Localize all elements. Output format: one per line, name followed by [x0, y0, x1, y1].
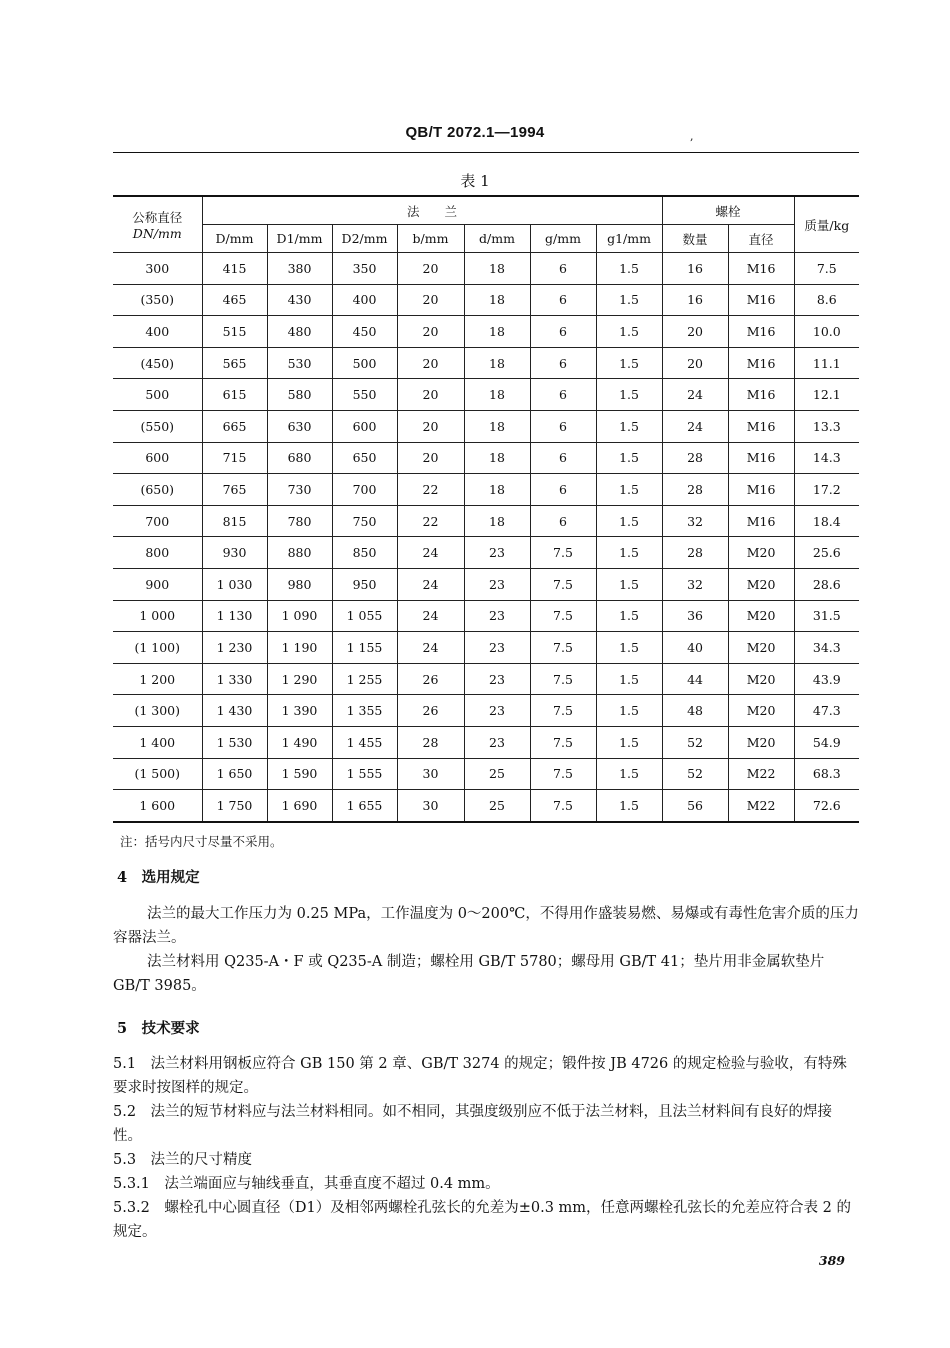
table-cell: 18 [464, 253, 530, 285]
table-cell: 25 [464, 758, 530, 790]
clause-5-3-2: 5.3.2 螺栓孔中心圆直径（D1）及相邻两螺栓孔弦长的允差为±0.3 mm，任意两螺栓孔弦长的允差应符合表 2 的规定。 [113, 1200, 852, 1240]
table-row [113, 253, 859, 285]
table-cell: 600 [113, 442, 202, 474]
table-cell: 700 [113, 505, 202, 537]
section-4-paragraph-1: 法兰的最大工作压力为 0.25 MPa，工作温度为 0～200℃，不得用作盛装易燃、易爆或有毒性危害介质的压力容器法兰。 [113, 906, 859, 946]
table-cell: 22 [397, 474, 464, 506]
table-cell: 28 [662, 537, 728, 569]
spec-table-body [113, 253, 859, 822]
table-cell: 8.6 [794, 284, 859, 316]
table-cell: 17.2 [794, 474, 859, 506]
table-cell: 1 255 [332, 663, 397, 695]
table-cell: 1 030 [202, 568, 267, 600]
table-cell: 6 [530, 410, 596, 442]
table-cell: 1 750 [202, 790, 267, 822]
table-cell: M16 [728, 379, 794, 411]
table-cell: 18 [464, 442, 530, 474]
table-cell: 47.3 [794, 695, 859, 727]
table-cell: 1 290 [267, 663, 332, 695]
table-cell: 1.5 [596, 758, 662, 790]
table-cell: 1 455 [332, 726, 397, 758]
table-cell: 1 090 [267, 600, 332, 632]
table-cell: 18 [464, 347, 530, 379]
table-cell: 950 [332, 568, 397, 600]
table-cell: 48 [662, 695, 728, 727]
table-cell: 1 400 [113, 726, 202, 758]
table-cell: 7.5 [794, 253, 859, 285]
table-cell: 565 [202, 347, 267, 379]
header-sub: 直径 [728, 225, 794, 253]
table-row [113, 600, 859, 632]
table-cell: 14.3 [794, 442, 859, 474]
table-cell: 52 [662, 758, 728, 790]
table-cell: 18 [464, 474, 530, 506]
table-cell: 1 590 [267, 758, 332, 790]
table-cell: M20 [728, 695, 794, 727]
table-cell: 7.5 [530, 632, 596, 664]
table-cell: 28.6 [794, 568, 859, 600]
table-cell: 400 [332, 284, 397, 316]
table-row [113, 758, 859, 790]
header-sub: D1/mm [267, 225, 332, 253]
table-cell: 18 [464, 410, 530, 442]
table-cell: 880 [267, 537, 332, 569]
table-cell: 665 [202, 410, 267, 442]
table-cell: 530 [267, 347, 332, 379]
table-cell: 16 [662, 284, 728, 316]
table-cell: 300 [113, 253, 202, 285]
table-cell: 1 430 [202, 695, 267, 727]
table-cell: 6 [530, 347, 596, 379]
header-flange-group: 法 兰 [202, 196, 662, 225]
table-cell: 1.5 [596, 505, 662, 537]
table-cell: 7.5 [530, 726, 596, 758]
table-cell: 23 [464, 695, 530, 727]
table-cell: 23 [464, 568, 530, 600]
table-cell: 32 [662, 505, 728, 537]
table-cell: 1 230 [202, 632, 267, 664]
table-cell: 415 [202, 253, 267, 285]
table-cell: 6 [530, 442, 596, 474]
table-cell: 20 [397, 410, 464, 442]
header-nominal-line1: 公称直径 [132, 210, 183, 225]
table-cell: 500 [113, 379, 202, 411]
table-cell: M22 [728, 758, 794, 790]
table-cell: M22 [728, 790, 794, 822]
table-row [113, 474, 859, 506]
table-cell: 515 [202, 316, 267, 348]
section-4-paragraph-2: 法兰材料用 Q235-A・F 或 Q235-A 制造；螺栓用 GB/T 5780；螺母用 GB/T 41；垫片用非金属软垫片 GB/T 3985。 [113, 954, 825, 994]
table-cell: 1 000 [113, 600, 202, 632]
table-cell: 54.9 [794, 726, 859, 758]
table-cell: 1 155 [332, 632, 397, 664]
table-cell: 1.5 [596, 663, 662, 695]
header-rule [113, 152, 859, 153]
table-cell: 1 330 [202, 663, 267, 695]
table-cell: 7.5 [530, 663, 596, 695]
standard-header: QB/T 2072.1—1994 [405, 124, 545, 141]
table-cell: 18 [464, 505, 530, 537]
table-cell: 7.5 [530, 758, 596, 790]
table-cell: 1 650 [202, 758, 267, 790]
table-cell: 900 [113, 568, 202, 600]
table-cell: 72.6 [794, 790, 859, 822]
table-cell: 52 [662, 726, 728, 758]
table-cell: 765 [202, 474, 267, 506]
table-row [113, 379, 859, 411]
table-cell: 680 [267, 442, 332, 474]
table-cell: 600 [332, 410, 397, 442]
table-cell: 750 [332, 505, 397, 537]
header-sub: D2/mm [332, 225, 397, 253]
table-cell: 24 [397, 632, 464, 664]
table-cell: M16 [728, 253, 794, 285]
table-cell: 22 [397, 505, 464, 537]
table-row [113, 663, 859, 695]
table-cell: 715 [202, 442, 267, 474]
table-row [113, 505, 859, 537]
table-cell: 24 [662, 410, 728, 442]
scan-mark: , [690, 130, 694, 143]
table-cell: 20 [397, 379, 464, 411]
header-sub: g/mm [530, 225, 596, 253]
table-cell: 400 [113, 316, 202, 348]
table-cell: 1 490 [267, 726, 332, 758]
header-sub: d/mm [464, 225, 530, 253]
table-cell: (1 100) [113, 632, 202, 664]
table-cell: 1.5 [596, 726, 662, 758]
table-cell: 68.3 [794, 758, 859, 790]
table-cell: 450 [332, 316, 397, 348]
table-cell: 26 [397, 695, 464, 727]
table-cell: 7.5 [530, 695, 596, 727]
table-cell: 6 [530, 505, 596, 537]
table-cell: (1 300) [113, 695, 202, 727]
table-cell: 780 [267, 505, 332, 537]
table-cell: 20 [397, 253, 464, 285]
table-cell: 13.3 [794, 410, 859, 442]
table-cell: 24 [397, 537, 464, 569]
table-cell: M16 [728, 410, 794, 442]
table-cell: 730 [267, 474, 332, 506]
table-cell: 28 [662, 474, 728, 506]
section-4-title: 4 选用规定 [117, 869, 200, 886]
table-cell: 30 [397, 758, 464, 790]
table-cell: 31.5 [794, 600, 859, 632]
table-cell: 34.3 [794, 632, 859, 664]
table-cell: 6 [530, 284, 596, 316]
table-cell: M20 [728, 537, 794, 569]
table-cell: 1.5 [596, 632, 662, 664]
table-cell: M16 [728, 442, 794, 474]
clause-5-1: 5.1 法兰材料用钢板应符合 GB 150 第 2 章、GB/T 3274 的规定；锻件按 JB 4726 的规定检验与验收，有特殊要求时按图样的规定。 [113, 1056, 847, 1096]
table-cell: 18 [464, 284, 530, 316]
table-note: 注：括号内尺寸尽量不采用。 [120, 834, 283, 849]
table-cell: 20 [662, 347, 728, 379]
table-cell: M16 [728, 474, 794, 506]
table-cell: 28 [662, 442, 728, 474]
table-cell: 18 [464, 316, 530, 348]
header-nominal-line2: DN/mm [132, 226, 182, 241]
table-cell: M20 [728, 726, 794, 758]
table-cell: 24 [662, 379, 728, 411]
table-cell: 20 [397, 316, 464, 348]
table-cell: 1 130 [202, 600, 267, 632]
table-cell: 25 [464, 790, 530, 822]
table-cell: 815 [202, 505, 267, 537]
table-cell: 11.1 [794, 347, 859, 379]
table-cell: 26 [397, 663, 464, 695]
table-cell: 24 [397, 568, 464, 600]
table-row [113, 442, 859, 474]
header-sub: D/mm [202, 225, 267, 253]
table-row [113, 726, 859, 758]
table-cell: (450) [113, 347, 202, 379]
table-cell: 1.5 [596, 474, 662, 506]
spec-table [113, 195, 859, 823]
table-cell: 23 [464, 537, 530, 569]
table-cell: 12.1 [794, 379, 859, 411]
table-cell: 1.5 [596, 379, 662, 411]
clause-5-2: 5.2 法兰的短节材料应与法兰材料相同。如不相同，其强度级别应不低于法兰材料，且法兰材料间有良好的焊接性。 [113, 1104, 833, 1144]
table-cell: 465 [202, 284, 267, 316]
table-cell: 7.5 [530, 600, 596, 632]
table-cell: 18.4 [794, 505, 859, 537]
table-cell: 1 600 [113, 790, 202, 822]
table-cell: 7.5 [530, 568, 596, 600]
table-cell: 1 690 [267, 790, 332, 822]
table-cell: 1 555 [332, 758, 397, 790]
table-cell: (650) [113, 474, 202, 506]
table-cell: 20 [397, 284, 464, 316]
table-cell: 30 [397, 790, 464, 822]
table-caption: 表 1 [460, 172, 490, 190]
table-cell: 1 390 [267, 695, 332, 727]
page-number: 389 [818, 1253, 845, 1268]
table-cell: M20 [728, 568, 794, 600]
table-cell: 850 [332, 537, 397, 569]
table-cell: 24 [397, 600, 464, 632]
table-cell: M16 [728, 284, 794, 316]
table-cell: 380 [267, 253, 332, 285]
table-cell: 1 530 [202, 726, 267, 758]
table-cell: 7.5 [530, 537, 596, 569]
table-cell: M20 [728, 600, 794, 632]
clause-5-3-1: 5.3.1 法兰端面应与轴线垂直，其垂直度不超过 0.4 mm。 [113, 1176, 500, 1192]
table-cell: 20 [397, 442, 464, 474]
table-row [113, 790, 859, 822]
section-5-title: 5 技术要求 [117, 1020, 200, 1037]
table-cell: (550) [113, 410, 202, 442]
table-cell: 1 655 [332, 790, 397, 822]
table-cell: 20 [662, 316, 728, 348]
table-cell: 480 [267, 316, 332, 348]
table-cell: 25.6 [794, 537, 859, 569]
table-cell: 430 [267, 284, 332, 316]
table-cell: 23 [464, 600, 530, 632]
table-cell: (1 500) [113, 758, 202, 790]
table-row [113, 632, 859, 664]
table-cell: 550 [332, 379, 397, 411]
table-cell: M16 [728, 347, 794, 379]
table-cell: 700 [332, 474, 397, 506]
table-cell: 6 [530, 474, 596, 506]
table-cell: 10.0 [794, 316, 859, 348]
table-cell: 615 [202, 379, 267, 411]
table-cell: 1.5 [596, 253, 662, 285]
table-cell: 23 [464, 663, 530, 695]
table-cell: 6 [530, 253, 596, 285]
table-cell: 1.5 [596, 695, 662, 727]
table-cell: 1.5 [596, 568, 662, 600]
table-cell: 1 355 [332, 695, 397, 727]
header-nominal-diameter [113, 196, 202, 253]
table-cell: 350 [332, 253, 397, 285]
table-cell: 6 [530, 379, 596, 411]
table-cell: 580 [267, 379, 332, 411]
table-cell: M20 [728, 632, 794, 664]
table-cell: 1 190 [267, 632, 332, 664]
table-cell: 23 [464, 632, 530, 664]
clause-5-3: 5.3 法兰的尺寸精度 [113, 1152, 253, 1168]
table-row [113, 347, 859, 379]
table-cell: 23 [464, 726, 530, 758]
table-cell: 32 [662, 568, 728, 600]
table-cell: 1.5 [596, 537, 662, 569]
table-cell: 36 [662, 600, 728, 632]
table-cell: 6 [530, 316, 596, 348]
table-cell: 650 [332, 442, 397, 474]
header-sub: g1/mm [596, 225, 662, 253]
table-cell: 1.5 [596, 316, 662, 348]
table-cell: 1 200 [113, 663, 202, 695]
table-cell: 56 [662, 790, 728, 822]
table-cell: 16 [662, 253, 728, 285]
table-cell: 1.5 [596, 600, 662, 632]
table-cell: M16 [728, 316, 794, 348]
table-cell: 800 [113, 537, 202, 569]
table-cell: 43.9 [794, 663, 859, 695]
table-cell: 1.5 [596, 442, 662, 474]
table-row [113, 568, 859, 600]
table-cell: 20 [397, 347, 464, 379]
header-sub: 数量 [662, 225, 728, 253]
table-cell: 1.5 [596, 410, 662, 442]
table-cell: 930 [202, 537, 267, 569]
table-cell: 28 [397, 726, 464, 758]
table-cell: 7.5 [530, 790, 596, 822]
table-cell: 500 [332, 347, 397, 379]
table-cell: 44 [662, 663, 728, 695]
table-row [113, 410, 859, 442]
table-cell: 980 [267, 568, 332, 600]
header-bolt-group: 螺栓 [662, 196, 794, 225]
table-row [113, 316, 859, 348]
table-cell: (350) [113, 284, 202, 316]
table-cell: M16 [728, 505, 794, 537]
header-mass: 质量/kg [794, 196, 859, 253]
table-row [113, 695, 859, 727]
table-cell: 630 [267, 410, 332, 442]
header-sub: b/mm [397, 225, 464, 253]
table-row [113, 284, 859, 316]
table-cell: 1.5 [596, 284, 662, 316]
table-cell: 18 [464, 379, 530, 411]
table-cell: 1.5 [596, 790, 662, 822]
table-cell: 1.5 [596, 347, 662, 379]
table-row [113, 537, 859, 569]
table-cell: 1 055 [332, 600, 397, 632]
table-cell: M20 [728, 663, 794, 695]
table-cell: 40 [662, 632, 728, 664]
